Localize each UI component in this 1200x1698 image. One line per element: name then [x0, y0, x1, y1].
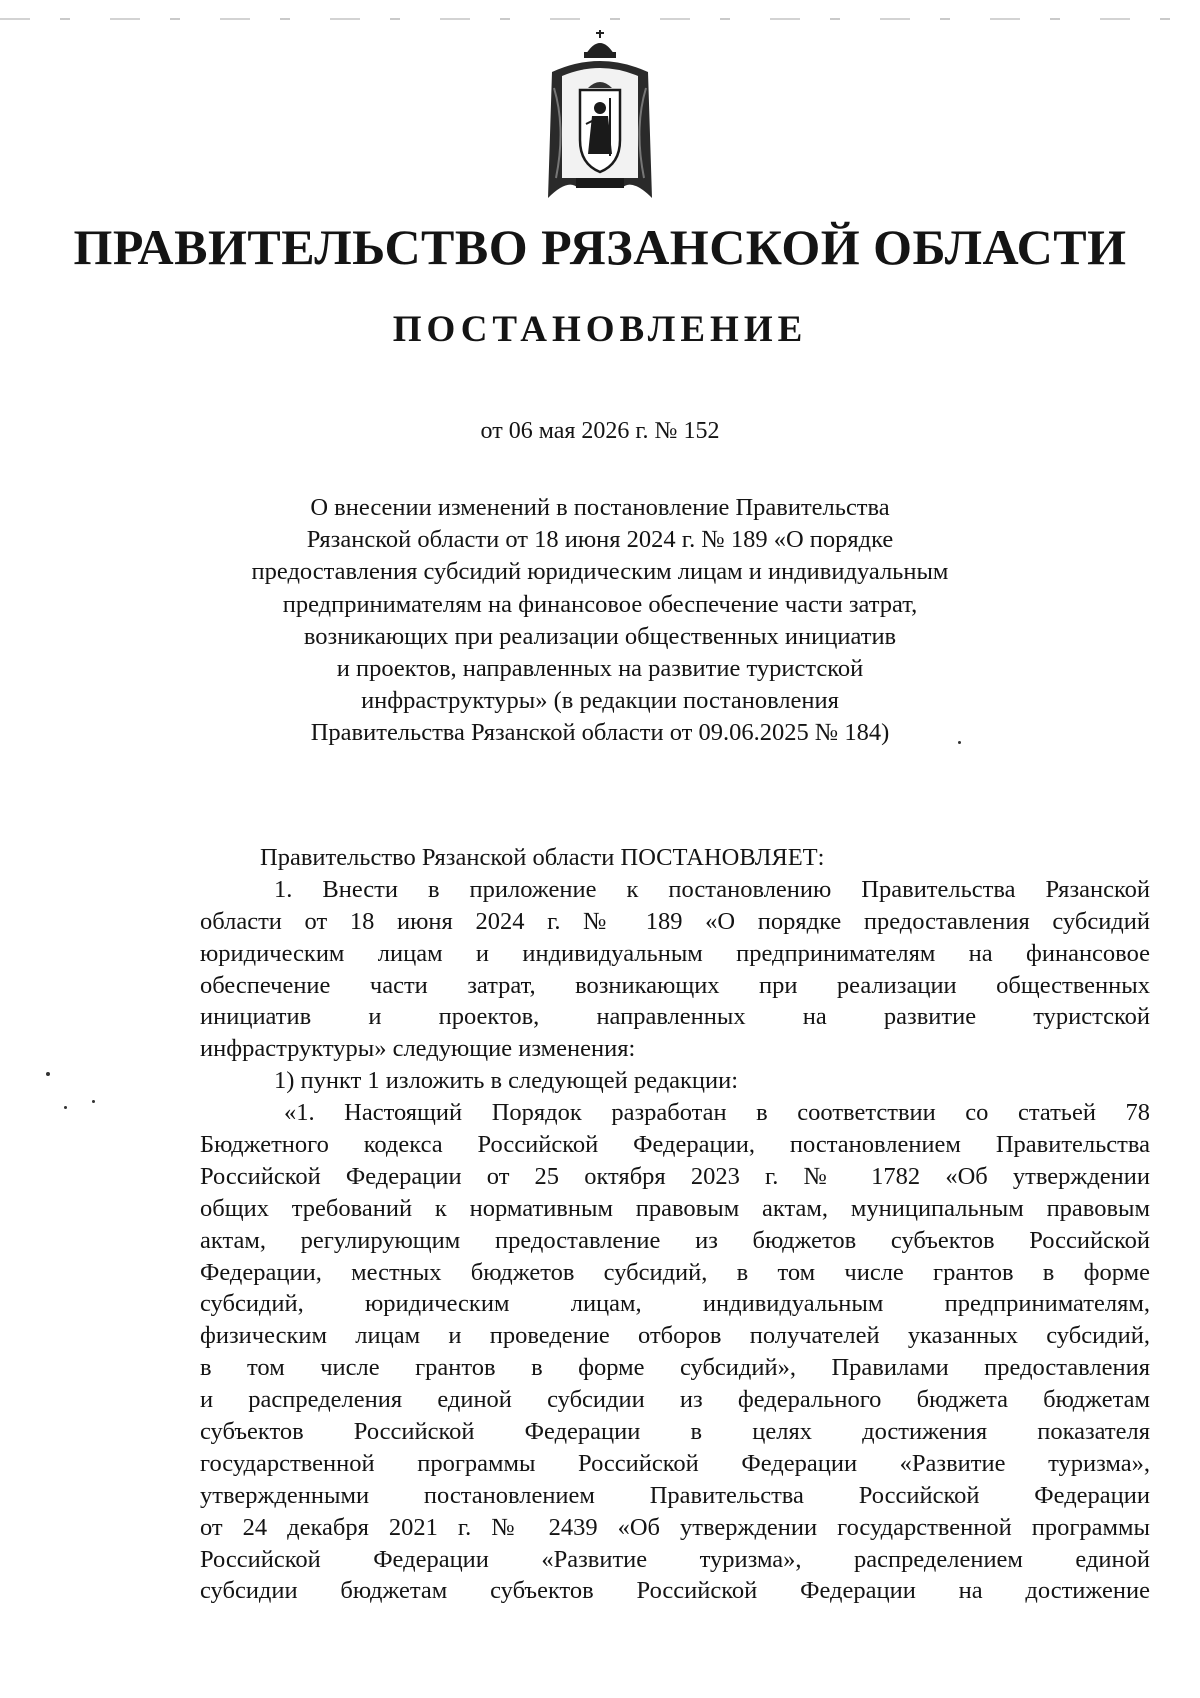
- body-line: Федерации, местных бюджетов субсидий, в том числе грантов в форме: [200, 1258, 1150, 1286]
- body-line: 1) пункт 1 изложить в следующей редакции:: [274, 1067, 739, 1095]
- document-subject: [200, 492, 1000, 750]
- document-type-heading: ПОСТАНОВЛЕНИЕ: [392, 309, 808, 350]
- body-line: государственной программы Российской Федерации «Развитие туризма»,: [200, 1449, 1150, 1477]
- body-line: Российской Федерации «Развитие туризма», распределением единой: [200, 1545, 1150, 1573]
- body-line: 1. Внести в приложение к постановлению Правительства Рязанской: [274, 875, 1150, 903]
- subject-line: предпринимателям на финансовое обеспечение части затрат,: [282, 590, 918, 618]
- body-line: общих требований к нормативным правовым актам, муниципальным правовым: [200, 1194, 1150, 1222]
- subject-line: инфраструктуры» (в редакции постановления: [361, 687, 839, 715]
- body-line: утвержденными постановлением Правительства Российской Федерации: [200, 1481, 1150, 1509]
- body-line: и распределения единой субсидии из федерального бюджета бюджетам: [200, 1386, 1150, 1414]
- body-line: инфраструктуры» следующие изменения:: [200, 1035, 636, 1063]
- document-body: [200, 842, 1150, 1607]
- scan-edge-artifact: [0, 18, 1200, 20]
- subject-line: О внесении изменений в постановление Правительства: [310, 494, 890, 521]
- scan-speck: [958, 741, 961, 744]
- body-line: Бюджетного кодекса Российской Федерации, постановлением Правительства: [200, 1131, 1150, 1159]
- body-line: субъектов Российской Федерации в целях достижения показателя: [200, 1418, 1150, 1446]
- body-line: обеспечение части затрат, возникающих при реализации общественных: [200, 971, 1150, 999]
- body-line: субсидий, юридическим лицам, индивидуальным предпринимателям,: [200, 1290, 1150, 1318]
- body-line: инициатив и проектов, направленных на развитие туристской: [200, 1003, 1150, 1031]
- document-date-number: от 06 мая 2026 г. № 152: [480, 418, 720, 444]
- scan-speck: [64, 1106, 67, 1109]
- body-line: актам, регулирующим предоставление из бюджетов субъектов Российской: [200, 1226, 1150, 1254]
- body-line: области от 18 июня 2024 г. № 189 «О порядке предоставления субсидий: [200, 907, 1150, 935]
- scan-speck: [92, 1100, 95, 1103]
- subject-line: и проектов, направленных на развитие туристской: [336, 655, 864, 683]
- body-line: Российской Федерации от 25 октября 2023 г. № 1782 «Об утверждении: [200, 1162, 1150, 1190]
- subject-line: возникающих при реализации общественных инициатив: [303, 622, 897, 650]
- coat-of-arms-icon: [540, 28, 660, 206]
- government-title: ПРАВИТЕЛЬСТВО РЯЗАНСКОЙ ОБЛАСТИ: [73, 219, 1127, 275]
- subject-line: Правительства Рязанской области от 09.06.2025 № 184): [310, 719, 890, 747]
- body-line: юридическим лицам и индивидуальным предпринимателям на финансовое: [200, 939, 1150, 967]
- body-line: в том числе грантов в форме субсидий», Правилами предоставления: [200, 1354, 1150, 1382]
- scan-speck: [46, 1072, 50, 1076]
- body-line: физическим лицам и проведение отборов получателей указанных субсидий,: [200, 1322, 1150, 1350]
- subject-line: предоставления субсидий юридическим лицам и индивидуальным: [251, 558, 949, 586]
- body-line: субсидии бюджетам субъектов Российской Федерации на достижение: [200, 1577, 1150, 1605]
- body-line: «1. Настоящий Порядок разработан в соответствии со статьей 78: [284, 1099, 1150, 1127]
- subject-line: Рязанской области от 18 июня 2024 г. № 189 «О порядке: [306, 526, 894, 554]
- body-line: от 24 декабря 2021 г. № 2439 «Об утверждении государственной программы: [200, 1513, 1150, 1541]
- body-line: Правительство Рязанской области ПОСТАНОВЛЯЕТ:: [260, 844, 825, 871]
